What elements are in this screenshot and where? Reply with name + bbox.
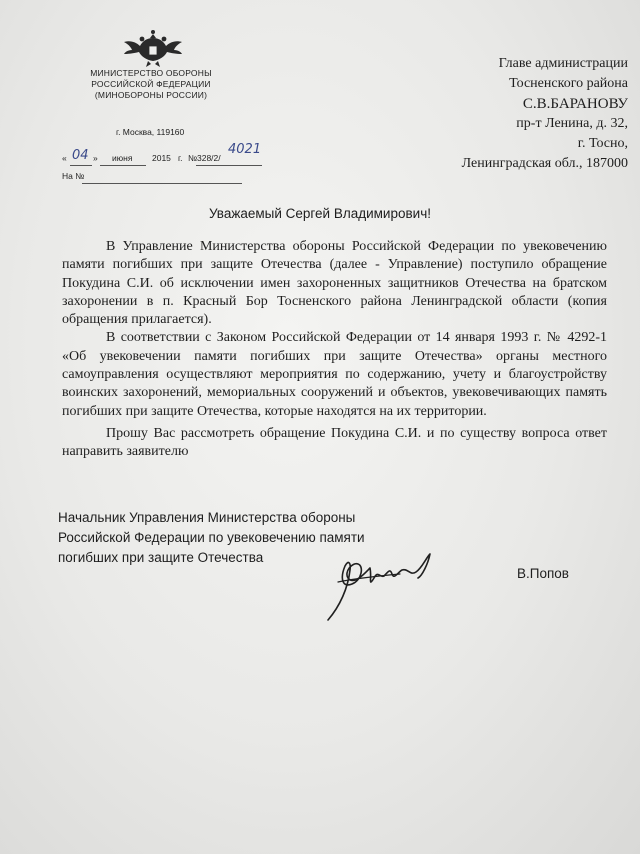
signatory-title-line: погибших при защите Отечества — [58, 550, 264, 565]
body-paragraph: В соответствии с Законом Российской Федерации от 14 января 1993 г. № 4292-1 «Об увековечении памяти погибших при защите Отечества» органы местного самоуправления осуществляют мероприятия по содержанию, учету и благоустройству воинских захоронений, мемориальных сооружений и объектов, увековечивающих память погибших при защите Отечества, которые находятся на их территории. — [62, 330, 607, 419]
reg-no-handwritten: 4021 — [228, 142, 262, 157]
ministry-line: МИНИСТЕРСТВО ОБОРОНЫ — [90, 68, 212, 78]
addressee-name: С.В.БАРАНОВУ — [522, 96, 628, 112]
signatory-title-line: Российской Федерации по увековечению памяти — [58, 530, 365, 545]
body-paragraph: Прошу Вас рассмотреть обращение Покудина С.И. и по существу вопроса ответ направить заявителю — [62, 425, 607, 460]
addressee-line: г. Тосно, — [577, 136, 628, 151]
handwritten-signature — [318, 548, 468, 628]
open-quote: « — [62, 153, 67, 163]
month-underline — [100, 165, 146, 166]
letter-greeting: Уважаемый Сергей Владимирович! — [208, 206, 431, 221]
reg-year-suffix: г. — [178, 153, 183, 163]
ministry-city: г. Москва, 119160 — [116, 127, 185, 137]
signatory-name: В.Попов — [517, 566, 569, 581]
reg-month: июня — [112, 153, 133, 163]
letter-body — [62, 238, 607, 462]
reference-label: На № — [62, 171, 85, 181]
registration-line — [60, 142, 300, 166]
ministry-line: (МИНОБОРОНЫ РОССИИ) — [94, 90, 208, 100]
reg-year: 2015 — [152, 153, 171, 163]
addressee-line: Ленинградская обл., 187000 — [461, 156, 628, 171]
number-underline — [196, 165, 262, 166]
addressee-block — [380, 54, 628, 174]
ministry-name-block — [76, 68, 226, 101]
addressee-line: пр-т Ленина, д. 32, — [516, 116, 628, 131]
body-paragraph: В Управление Министерства обороны Российской Федерации по увековечению памяти погибших при защите Отечества (далее - Управление) поступило обращение Покудина С.И. об исключении имен захороненных защитников Отечества на братском захоронении в п. Красный Бор Тосненского района Ленинградской области (копия обращения прилагается). — [62, 239, 607, 328]
double-headed-eagle-emblem-icon — [122, 28, 184, 68]
reference-underline — [82, 183, 242, 184]
day-underline — [70, 165, 92, 166]
close-quote: » — [93, 153, 98, 163]
signatory-title-line: Начальник Управления Министерства обороны — [58, 510, 356, 525]
reg-no-label: № — [188, 153, 198, 163]
reg-no-printed: 328/2/ — [197, 153, 221, 163]
addressee-line: Главе администрации — [498, 56, 628, 71]
reg-day: 04 — [72, 148, 89, 163]
addressee-line: Тосненского района — [509, 76, 628, 91]
ministry-line: РОССИЙСКОЙ ФЕДЕРАЦИИ — [91, 79, 211, 89]
reference-line — [60, 168, 300, 184]
